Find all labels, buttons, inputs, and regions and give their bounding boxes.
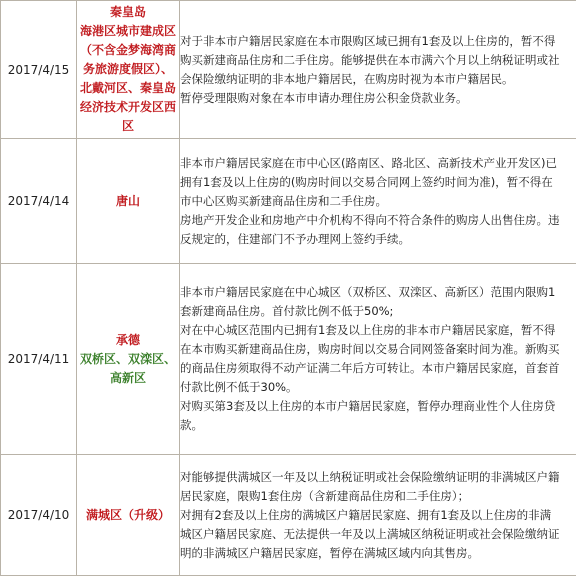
policy-text-line: 的商品住房须取得不动产证满二年后方可转让。本市户籍居民家庭，首套首 bbox=[180, 361, 560, 375]
policy-text-line: 暂停受理限购对象在本市申请办理住房公积金贷款业务。 bbox=[180, 90, 468, 105]
policy-description-cell bbox=[180, 455, 576, 576]
city-cell bbox=[77, 455, 180, 576]
city-name-line: 海港区城市建成区 bbox=[79, 24, 176, 38]
city-name-line: 务旅游度假区）、 bbox=[82, 62, 173, 76]
city-name-line: 秦皇岛 bbox=[109, 5, 146, 19]
policy-text-line: 非本市户籍居民家庭在市中心区(路南区、路北区、高新技术产业开发区)已 bbox=[180, 155, 557, 170]
policy-text-line: 在本市购买新建商品住房，购房时间以交易合同网签备案时间为准。新购买 bbox=[180, 342, 560, 356]
city-name-line: 双桥区、双滦区、 bbox=[79, 351, 176, 366]
table-row bbox=[1, 264, 576, 455]
policy-text-line: 城区户籍居民家庭、无法提供一年及以上满城区纳税证明或社会保险缴纳证 bbox=[180, 526, 560, 541]
policy-text-line: 对拥有2套及以上住房的满城区户籍居民家庭、拥有1套及以上住房的非满 bbox=[180, 507, 552, 522]
city-name-line: （不含金梦海湾商 bbox=[79, 43, 176, 57]
city-name-line: 经济技术开发区西 bbox=[79, 100, 176, 114]
policy-text-line: 对能够提供满城区一年及以上纳税证明或社会保险缴纳证明的非满城区户籍 bbox=[180, 469, 560, 484]
policy-text-line: 付款比例不低于30%。 bbox=[180, 380, 298, 394]
city-name-line: 承德 bbox=[115, 332, 140, 347]
city-name-line: 区 bbox=[121, 119, 134, 133]
city-name-line: 北戴河区、秦皇岛 bbox=[79, 81, 176, 95]
policy-text-line: 反规定的，住建部门不予办理网上签约手续。 bbox=[180, 231, 410, 246]
policy-text-line: 对在中心城区范围内已拥有1套及以上住房的非本市户籍居民家庭，暂不得 bbox=[180, 323, 556, 337]
policy-text-line: 房地产开发企业和房地产中介机构不得向不符合条件的购房人出售住房。违 bbox=[180, 212, 560, 227]
city-name-line: 满城区（升级） bbox=[85, 507, 170, 522]
policy-text-line: 拥有1套及以上住房的(购房时间以交易合同网上签约时间为准)，暂不得在 bbox=[180, 174, 553, 189]
date-cell: 2017/4/11 bbox=[1, 264, 77, 455]
policy-text-line: 款。 bbox=[180, 418, 203, 432]
table-row bbox=[1, 455, 576, 576]
policy-description-cell bbox=[180, 139, 576, 264]
policy-text-line: 对于非本市户籍居民家庭在本市限购区域已拥有1套及以上住房的，暂不得 bbox=[180, 33, 556, 48]
policy-description-cell bbox=[180, 1, 576, 139]
policy-text-line: 购买新建商品住房和二手住房。能够提供在本市满六个月以上纳税证明或社 bbox=[180, 52, 560, 67]
city-name-line: 高新区 bbox=[109, 370, 146, 385]
policy-text-line: 套新建商品住房。首付款比例不低于50%; bbox=[180, 304, 394, 318]
date-cell: 2017/4/10 bbox=[1, 455, 77, 576]
table-row bbox=[1, 1, 576, 139]
policy-text-line: 居民家庭，限购1套住房（含新建商品住房和二手住房）； bbox=[180, 488, 470, 503]
policy-text-line: 非本市户籍居民家庭在中心城区（双桥区、双滦区、高新区）范围内限购1 bbox=[180, 285, 556, 299]
city-cell bbox=[77, 1, 180, 139]
city-cell bbox=[77, 139, 180, 264]
policy-description-cell bbox=[180, 264, 576, 455]
policy-text-line: 会保险缴纳证明的非本地户籍居民，在购房时视为本市户籍居民。 bbox=[180, 71, 514, 86]
policy-table-body bbox=[1, 1, 576, 576]
table-row bbox=[1, 139, 576, 264]
date-cell: 2017/4/15 bbox=[1, 1, 77, 139]
city-cell bbox=[77, 264, 180, 455]
policy-text-line: 市中心区购买新建商品住房和二手住房。 bbox=[180, 193, 387, 208]
policy-text-line: 对购买第3套及以上住房的本市户籍居民家庭，暂停办理商业性个人住房贷 bbox=[180, 399, 556, 413]
date-cell: 2017/4/14 bbox=[1, 139, 77, 264]
policy-text-line: 明的非满城区户籍居民家庭，暂停在满城区域内向其售房。 bbox=[180, 545, 479, 560]
city-name-line: 唐山 bbox=[115, 193, 140, 208]
